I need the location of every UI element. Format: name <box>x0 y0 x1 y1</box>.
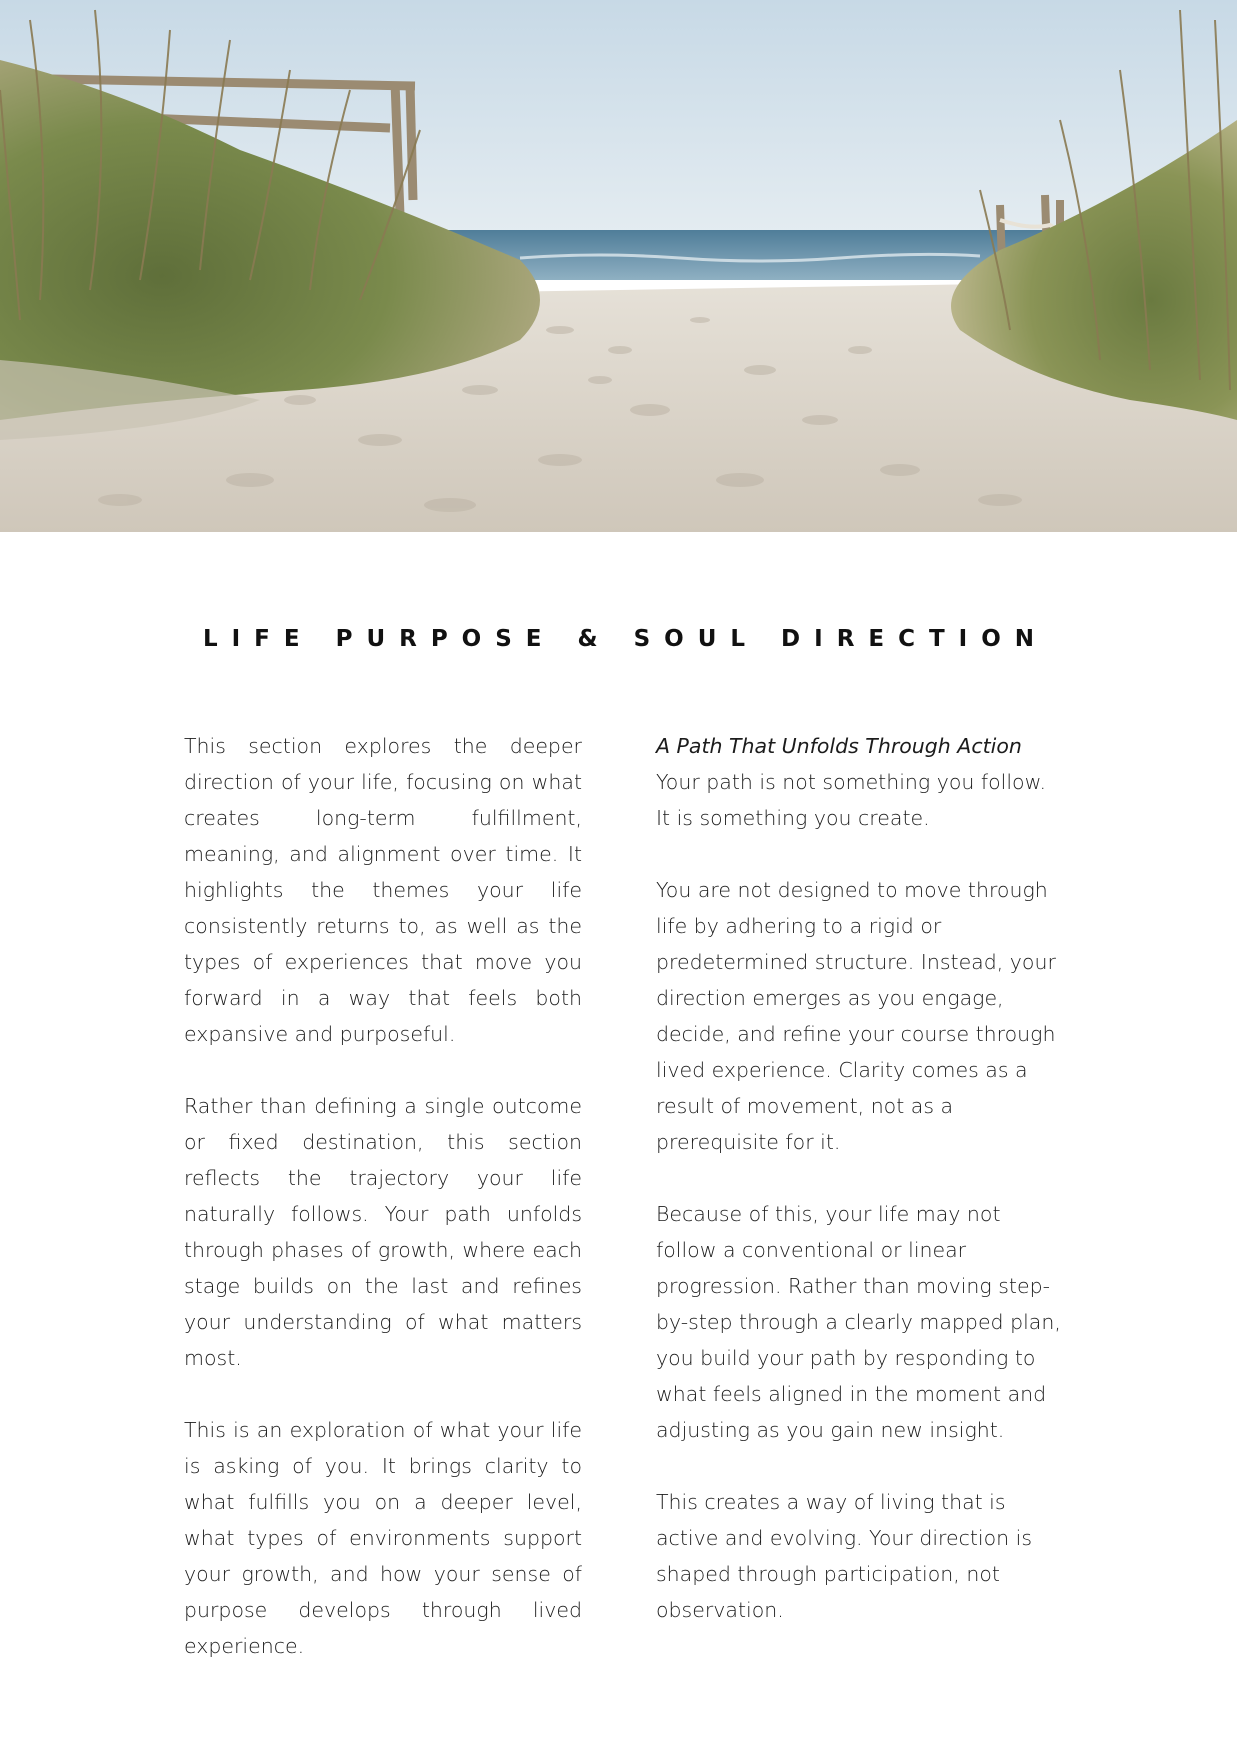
right-column <box>656 728 1066 1664</box>
hero-image <box>0 0 1237 532</box>
paragraph-with-subheading <box>656 728 1066 836</box>
page-title: LIFE PURPOSE & SOUL DIRECTION <box>202 626 1049 652</box>
left-column <box>184 728 582 1700</box>
paragraph: You are not designed to move through life by adhering to a rigid or predetermined structure. Instead, your direction emerges as you engage, decide, and refine your course through lived experience. Clarity comes as a result of movement, not as a prerequisite for it. <box>656 878 1056 1154</box>
paragraph: This section explores the deeper direction of your life, focusing on what creates long-term fulfillment, meaning, and alignment over time. It highlights the themes your life consistently returns to, as well as the types of experiences that move you forward in a way that feels both expansive and purposeful. <box>184 734 582 1046</box>
paragraph-text: Your path is not something you follow. It is something you create. <box>656 770 1047 830</box>
paragraph: This is an exploration of what your life is asking of you. It brings clarity to what fulfills you on a deeper level, what types of environments support your growth, and how your sense of purpose develops through lived experience. <box>184 1418 582 1658</box>
section-subheading: A Path That Unfolds Through Action <box>656 734 1022 758</box>
paragraph: Because of this, your life may not follow a conventional or linear progression. Rather than moving step-by-step through a clearly mapped plan, you build your path by responding to what feels aligned in the moment and adjusting as you gain new insight. <box>656 1202 1061 1442</box>
beach-path-photo-icon <box>0 0 1237 532</box>
paragraph: Rather than defining a single outcome or fixed destination, this section reflects the trajectory your life naturally follows. Your path unfolds through phases of growth, where each stage builds on the last and refines your understanding of what matters most. <box>184 1094 582 1370</box>
paragraph: This creates a way of living that is active and evolving. Your direction is shaped through participation, not observation. <box>656 1490 1033 1622</box>
